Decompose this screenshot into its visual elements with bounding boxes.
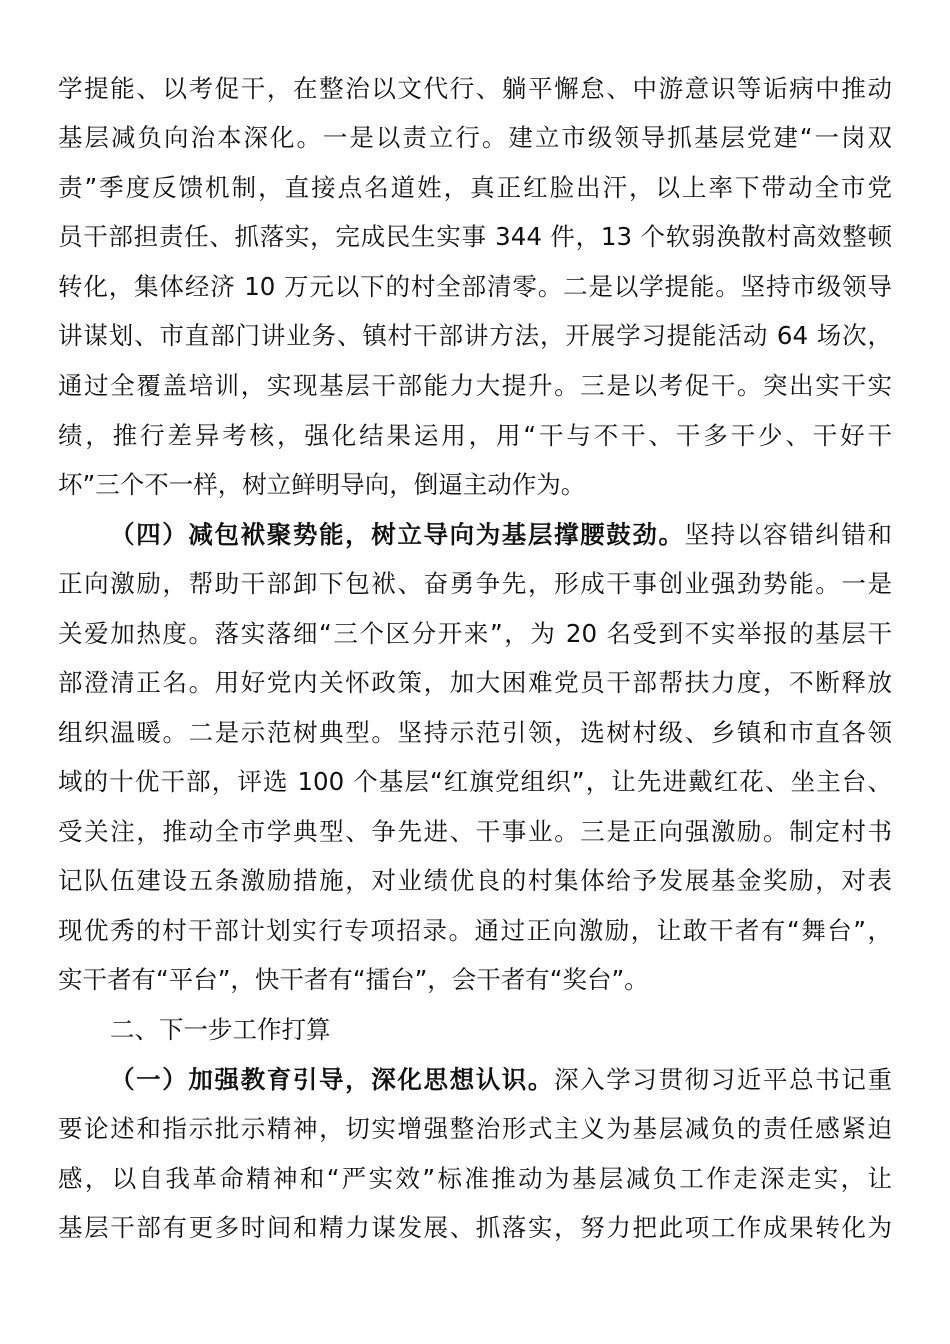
- body-line: 转化，集体经济 10 万元以下的村全部清零。二是以学提能。坚持市级领导: [58, 272, 892, 301]
- body-line: 部澄清正名。用好党内关怀政策，加大困难党员干部帮扶力度，不断释放: [58, 668, 892, 697]
- body-line: 实干者有“平台”，快干者有“擂台”，会干者有“奖台”。: [58, 965, 649, 994]
- body-line: 通过全覆盖培训，实现基层干部能力大提升。三是以考促干。突出实干实: [58, 371, 892, 400]
- body-line: 绩，推行差异考核，强化结果运用，用“干与不干、干多干少、干好干: [58, 421, 892, 450]
- section-two-one-first-line-text: 深入学习贯彻习近平总书记重: [554, 1065, 892, 1094]
- body-line: 基层减负向治本深化。一是以责立行。建立市级领导抓基层党建“一岗双: [58, 123, 892, 152]
- body-line: 讲谋划、市直部门讲业务、镇村干部讲方法，开展学习提能活动 64 场次，: [58, 321, 892, 350]
- body-line: 关爱加热度。落实落细“三个区分开来”，为 20 名受到不实举报的基层干: [58, 619, 892, 648]
- section-four-heading: （四）减包袱聚势能，树立导向为基层撑腰鼓劲。: [110, 520, 685, 549]
- section-two-one-first-line: [110, 1063, 892, 1097]
- body-line: 正向激励，帮助干部卸下包袱、奋勇争先，形成干事创业强劲势能。一是: [58, 569, 892, 598]
- body-line: 责”季度反馈机制，直接点名道姓，真正红脸出汗，以上率下带动全市党: [58, 173, 892, 202]
- section-two-heading: 二、下一步工作打算: [110, 1015, 331, 1044]
- body-line: 学提能、以考促干，在整治以文代行、躺平懈怠、中游意识等诟病中推动: [58, 74, 892, 103]
- section-four-first-line-text: 坚持以容错纠错和: [684, 520, 892, 549]
- body-line: 记队伍建设五条激励措施，对业绩优良的村集体给予发展基金奖励，对表: [58, 866, 892, 895]
- body-line: 坏”三个不一样，树立鲜明导向，倒逼主动作为。: [58, 470, 586, 499]
- body-line: 感，以自我革命精神和“严实效”标准推动为基层减负工作走深走实，让: [58, 1164, 892, 1193]
- section-four-first-line: [110, 518, 892, 552]
- body-line: 域的十优干部，评选 100 个基层“红旗党组织”，让先进戴红花、坐主台、: [58, 767, 892, 796]
- section-two-one-heading: （一）加强教育引导，深化思想认识。: [110, 1065, 555, 1094]
- body-line: 要论述和指示批示精神，切实增强整治形式主义为基层减负的责任感紧迫: [58, 1114, 892, 1143]
- body-line: 受关注，推动全市学典型、争先进、干事业。三是正向强激励。制定村书: [58, 817, 892, 846]
- body-line: 组织温暖。二是示范树典型。坚持示范引领，选树村级、乡镇和市直各领: [58, 718, 892, 747]
- body-line: 员干部担责任、抓落实，完成民生实事 344 件，13 个软弱涣散村高效整顿: [58, 222, 892, 251]
- body-line: 现优秀的村干部计划实行专项招录。通过正向激励，让敢干者有“舞台”，: [58, 916, 892, 945]
- body-line: 基层干部有更多时间和精力谋发展、抓落实，努力把此项工作成果转化为: [58, 1213, 892, 1242]
